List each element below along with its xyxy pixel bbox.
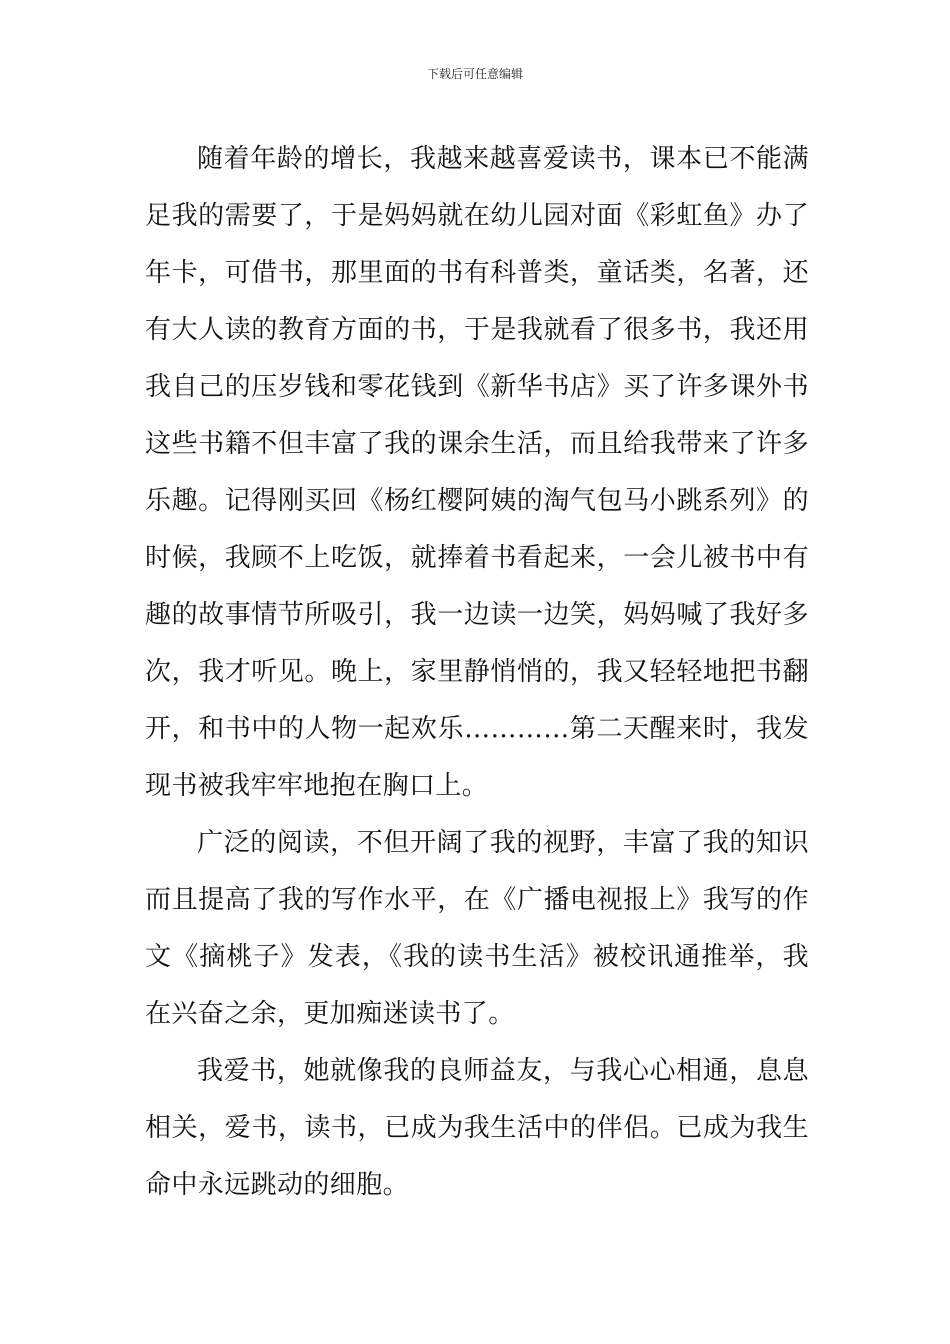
paragraph-1: 随着年龄的增长，我越来越喜爱读书，课本已不能满足我的需要了，于是妈妈就在幼儿园对面《彩虹鱼》办了年卡，可借书，那里面的书有科普类，童话类，名著，还有大人读的教育方面的书，于是我就看了很多书，我还用我自己的压岁钱和零花钱到《新华书店》买了许多课外书这些书籍不但丰富了我的课余生活，而且给我带来了许多乐趣。记得刚买回《杨红樱阿姨的淘气包马小跳系列》的时候，我顾不上吃饭，就捧着书看起来，一会儿被书中有趣的故事情节所吸引，我一边读一边笑，妈妈喊了我好多次，我才听见。晚上，家里静悄悄的，我又轻轻地把书翻开，和书中的人物一起欢乐…………第二天醒来时，我发现书被我牢牢地抱在胸口上。 bbox=[145, 144, 809, 801]
paragraph-2: 广泛的阅读，不但开阔了我的视野，丰富了我的知识而且提高了我的写作水平，在《广播电视报上》我写的作文《摘桃子》发表，《我的读书生活》被校讯通推举，我在兴奋之余，更加痴迷读书了。 bbox=[145, 828, 809, 1029]
page-header: 下载后可任意编辑 bbox=[426, 67, 523, 81]
paragraph-3: 我爱书，她就像我的良师益友，与我心心相通，息息相关，爱书，读书，已成为我生活中的伴侣。已成为我生命中永远跳动的细胞。 bbox=[145, 1056, 809, 1200]
document-body bbox=[145, 131, 809, 1214]
